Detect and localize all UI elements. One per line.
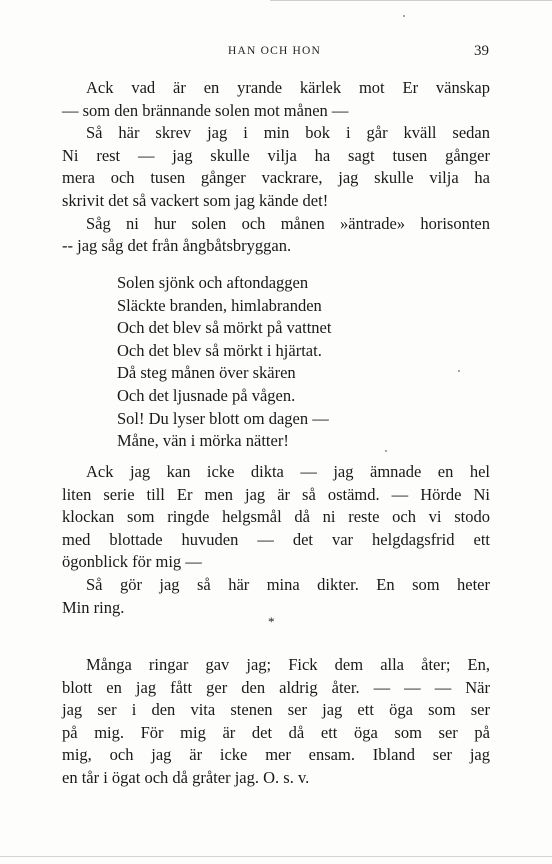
running-head	[0, 45, 552, 61]
poem-line: Solen sjönk och aftondaggen	[117, 273, 309, 292]
text-line: med blottade huvuden — det var helgdagsfrid ett	[62, 529, 490, 549]
text-line: Ni rest — jag skulle vilja ha sagt tusen gånger	[62, 145, 490, 165]
text-line: Min ring.	[62, 597, 125, 617]
text-line: Så gör jag så här mina dikter. En som heter	[86, 574, 490, 594]
poem-line: Släckte branden, himlabranden	[117, 295, 322, 315]
text-line: liten serie till Er men jag är så ostämd. — Hörde Ni	[62, 484, 490, 504]
text-line: på mig. För mig är det då ett öga som ser på	[62, 722, 490, 742]
text-line: Såg ni hur solen och månen »äntrade» horisonten	[86, 213, 490, 233]
poem-line: Sol! Du lyser blott om dagen —	[117, 408, 329, 428]
top-edge-line	[270, 0, 552, 1]
poem	[117, 272, 331, 453]
text-line: Ack vad är en yrande kärlek mot Er vänskap	[86, 78, 490, 97]
text-line: ögonblick för mig —	[62, 552, 202, 572]
section-divider-asterisk: *	[268, 614, 275, 629]
text-line: Ack jag kan icke dikta — jag ämnade en hel	[86, 462, 490, 481]
paragraph-block-2	[62, 461, 490, 619]
poem-line: Och det blev så mörkt på vattnet	[117, 318, 332, 338]
text-line: klockan som ringde helgsmål då ni reste och vi stodo	[62, 507, 490, 527]
paragraph-block-3	[62, 654, 490, 790]
text-line: jag ser i den vita stenen ser jag ett öga som ser	[62, 700, 490, 720]
poem-line: Måne, vän i mörka nätter!	[117, 431, 289, 451]
page-number: 39	[474, 43, 489, 59]
text-line: — som den brännande solen mot månen —	[62, 100, 349, 120]
text-line: mig, och jag är icke mer ensam. Ibland ser jag	[62, 745, 490, 765]
text-line: blott en jag fått ger den aldrig åter. — — — När	[62, 677, 490, 697]
paper-speck	[385, 450, 387, 452]
text-line: Många ringar gav jag; Fick dem alla åter; En,	[86, 655, 490, 674]
text-line: skrivit det så vackert som jag kände det!	[62, 190, 329, 210]
text-line: en tår i ögat och då gråter jag. O. s. v.	[62, 767, 310, 787]
text-line: -- jag såg det från ångbåtsbryggan.	[62, 236, 292, 256]
text-line: mera och tusen gånger vackrare, jag skulle vilja ha	[62, 168, 490, 188]
poem-line: Då steg månen över skären	[117, 363, 296, 383]
running-head-title: HAN OCH HON	[228, 45, 322, 57]
text-line: Så här skrev jag i min bok i går kväll sedan	[86, 123, 490, 143]
paper-speck	[458, 370, 460, 372]
poem-line: Och det ljusnade på vågen.	[117, 385, 296, 405]
bottom-edge-line	[0, 856, 552, 857]
paper-speck	[403, 15, 405, 17]
paragraph-block-1	[62, 77, 490, 258]
poem-line: Och det blev så mörkt i hjärtat.	[117, 340, 322, 360]
